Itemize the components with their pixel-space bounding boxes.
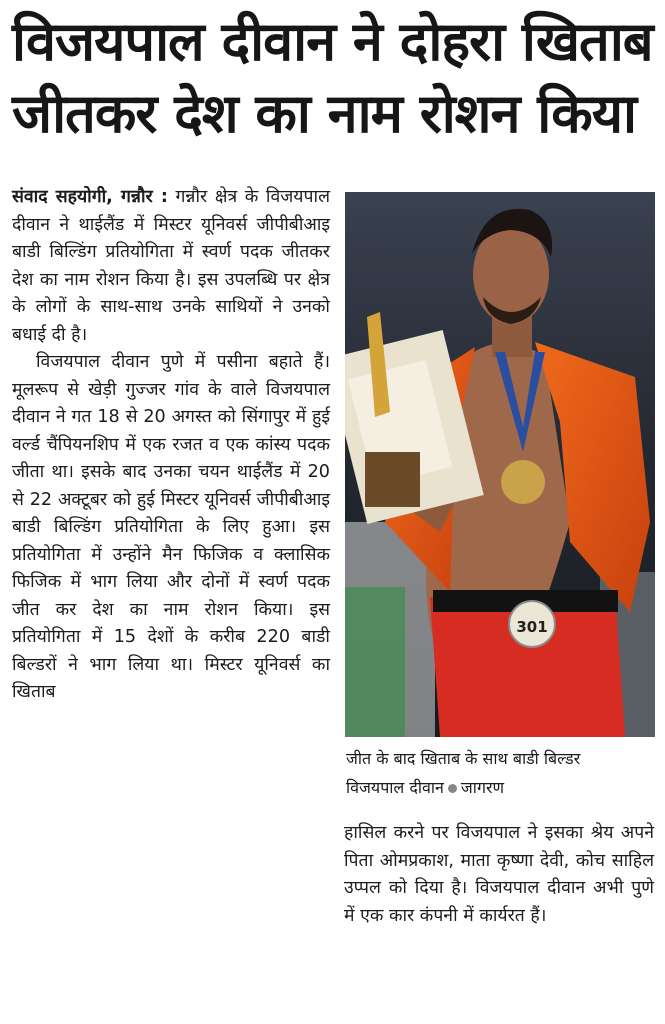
article-column-right (344, 820, 654, 930)
dateline: संवाद सहयोगी, गन्नौर : (12, 187, 168, 207)
caption-name: विजयपाल दीवान (346, 778, 444, 797)
bib-number: 301 (516, 618, 548, 636)
paragraph-2: विजयपाल दीवान पुणे में पसीना बहाते हैं। मूलरूप से खेड़ी गुज्जर गांव के वाले विजयपाल दीवान ने गत 18 से 20 अगस्त को सिंगापुर में हुई वर्ल्ड चैंपियनशिप में एक रजत व एक कांस्य पदक जीता था। इसके बाद उनका चयन थाईलैंड में 20 से 22 अक्टूबर को हुई मिस्टर यूनिवर्स जीपीबीआइ बाडी बिल्डिंग प्रतियोगिता के लिए हुआ। इस प्रतियोगिता में उन्होंने मैन फिजिक व क्लासिक फिजिक में भाग लिया और दोनों में स्वर्ण पदक जीत कर देश का नाम रोशन किया। इस प्रतियोगिता में 15 देशों के करीब 220 बाडी बिल्डरों ने भाग लिया था। मिस्टर यूनिवर्स का खिताब (12, 352, 330, 702)
photo-caption (346, 744, 656, 802)
bodybuilder-photo (345, 192, 655, 737)
caption-line-2 (346, 773, 656, 802)
paragraph-1 (12, 184, 330, 349)
photo-credit: जागरण (460, 778, 505, 797)
caption-line-1: जीत के बाद खिताब के साथ बाडी बिल्डर (346, 749, 581, 768)
headline: विजयपाल दीवान ने दोहरा खिताब जीतकर देश का नाम रोशन किया (12, 10, 653, 145)
paragraph-3: हासिल करने पर विजयपाल ने इसका श्रेय अपने पिता ओमप्रकाश, माता कृष्णा देवी, कोच साहिल उप्पल को दिया है। विजयपाल दीवान अभी पुणे में एक कार कंपनी में कार्यरत हैं। (344, 823, 654, 926)
article-column-left (12, 184, 330, 707)
paragraph-1-text: गन्नौर क्षेत्र के विजयपाल दीवान ने थाईलैंड में मिस्टर यूनिवर्स जीपीबीआइ बाडी बिल्डिंग प्रतियोगिता में स्वर्ण पदक जीतकर देश का नाम रोशन किया है। इस उपलब्धि पर क्षेत्र के लोगों के साथ-साथ उनके साथियों ने उनको बधाई दी है। (12, 187, 330, 345)
photo-illustration (345, 192, 655, 737)
credit-dot-icon (448, 784, 457, 793)
